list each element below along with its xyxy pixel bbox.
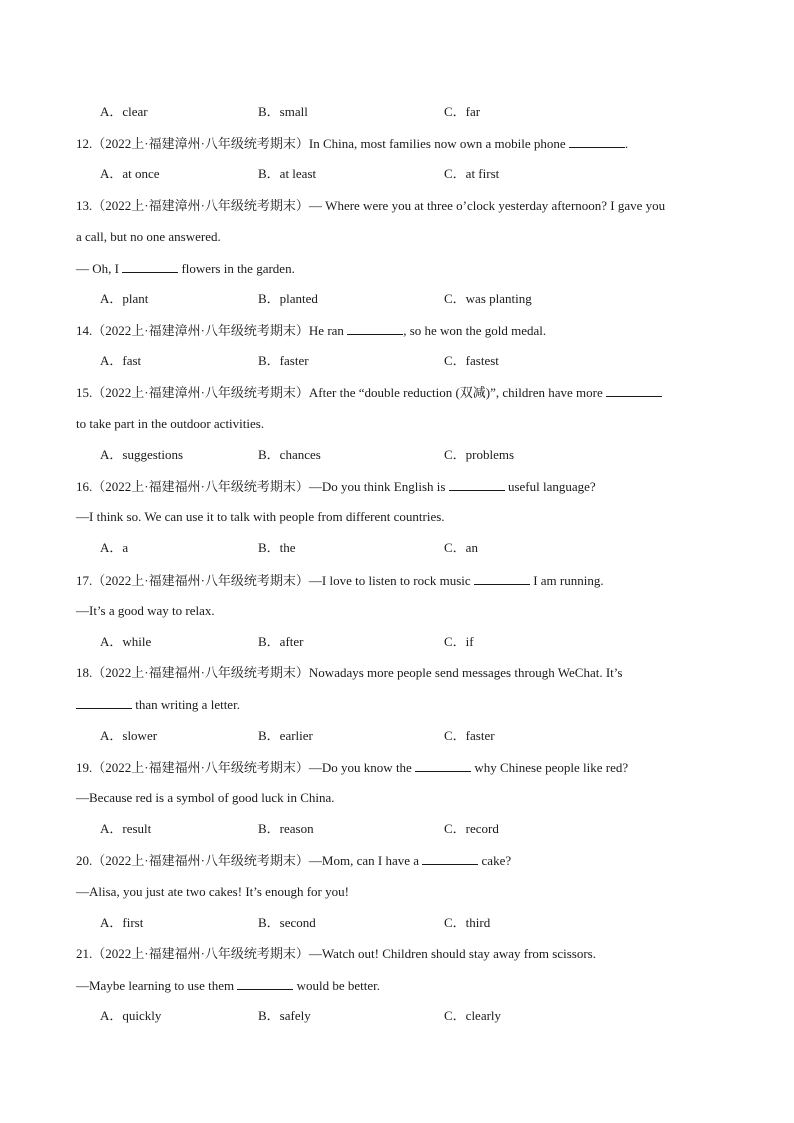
question-17-stem-line2 bbox=[76, 601, 726, 621]
stem-text: —Alisa, you just ate two cakes! It’s enough for you! bbox=[76, 884, 349, 899]
answer-blank bbox=[422, 850, 478, 865]
question-number: 14. bbox=[76, 323, 93, 338]
option-c: C．record bbox=[444, 821, 499, 836]
option-c: C．was planting bbox=[444, 291, 532, 306]
question-source: （2022上·福建漳州·八年级统考期末） bbox=[92, 385, 309, 400]
option-c: C．at first bbox=[444, 166, 500, 181]
question-20-options bbox=[100, 913, 720, 933]
option-c: C．an bbox=[444, 540, 478, 555]
option-a: A．first bbox=[100, 915, 144, 930]
option-b: B．reason bbox=[258, 821, 314, 836]
question-19-stem bbox=[76, 757, 726, 777]
option-a: A．clear bbox=[100, 104, 148, 119]
question-12-stem bbox=[76, 133, 726, 153]
option-a: A．slower bbox=[100, 728, 158, 743]
stem-text: I am running. bbox=[533, 573, 604, 588]
stem-text: — Oh, I bbox=[76, 261, 119, 276]
stem-text: —Watch out! Children should stay away from scissors. bbox=[308, 946, 596, 961]
question-13-options bbox=[100, 289, 720, 309]
stem-text: than writing a letter. bbox=[135, 697, 240, 712]
question-18-stem-line2 bbox=[76, 694, 726, 714]
stem-text: — Where were you at three o’clock yesterday afternoon? I gave you bbox=[308, 198, 666, 213]
option-b: B．safely bbox=[258, 1008, 311, 1023]
option-b: B．faster bbox=[258, 353, 309, 368]
stem-text: In China, most families now own a mobile phone bbox=[308, 136, 566, 151]
question-21-stem-line2 bbox=[76, 975, 726, 995]
question-source: （2022上·福建福州·八年级统考期末） bbox=[92, 573, 309, 588]
option-a: A．plant bbox=[100, 291, 149, 306]
question-20-stem-line2 bbox=[76, 882, 726, 902]
option-b: B．small bbox=[258, 104, 308, 119]
option-b: B．earlier bbox=[258, 728, 313, 743]
question-17-stem bbox=[76, 570, 726, 590]
answer-blank bbox=[474, 570, 530, 585]
stem-text: would be better. bbox=[296, 978, 381, 993]
question-14-stem bbox=[76, 320, 726, 340]
stem-text: —Do you know the bbox=[308, 760, 412, 775]
question-number: 19. bbox=[76, 760, 93, 775]
stem-text: —Because red is a symbol of good luck in China. bbox=[76, 790, 335, 805]
question-19-options bbox=[100, 819, 720, 839]
stem-text: —It’s a good way to relax. bbox=[76, 603, 215, 618]
question-number: 21. bbox=[76, 946, 93, 961]
question-source: （2022上·福建福州·八年级统考期末） bbox=[92, 760, 309, 775]
stem-text: —Maybe learning to use them bbox=[76, 978, 235, 993]
option-a: A．at once bbox=[100, 166, 160, 181]
stem-text: to take part in the outdoor activities. bbox=[76, 416, 265, 431]
question-number: 17. bbox=[76, 573, 93, 588]
option-a: A．while bbox=[100, 634, 152, 649]
question-16-stem-line2 bbox=[76, 507, 726, 527]
option-c: C．if bbox=[444, 634, 474, 649]
stem-text: He ran bbox=[308, 323, 344, 338]
answer-blank bbox=[122, 258, 178, 273]
answer-blank bbox=[415, 757, 471, 772]
option-c: C．third bbox=[444, 915, 491, 930]
question-11-options bbox=[100, 102, 720, 122]
question-number: 15. bbox=[76, 385, 93, 400]
question-15-stem bbox=[76, 382, 726, 402]
option-c: C．clearly bbox=[444, 1008, 502, 1023]
option-a: A．fast bbox=[100, 353, 142, 368]
question-17-options bbox=[100, 632, 720, 652]
stem-text: , so he won the gold medal. bbox=[403, 323, 547, 338]
stem-text: —Do you think English is bbox=[308, 479, 446, 494]
option-b: B．chances bbox=[258, 447, 321, 462]
option-a: A．suggestions bbox=[100, 447, 184, 462]
option-c: C．far bbox=[444, 104, 481, 119]
question-source: （2022上·福建福州·八年级统考期末） bbox=[92, 665, 309, 680]
answer-blank bbox=[606, 382, 662, 397]
option-a: A．quickly bbox=[100, 1008, 162, 1023]
question-number: 20. bbox=[76, 853, 93, 868]
option-b: B．the bbox=[258, 540, 296, 555]
question-number: 16. bbox=[76, 479, 93, 494]
stem-text: . bbox=[624, 136, 629, 151]
option-b: B．second bbox=[258, 915, 316, 930]
question-number: 13. bbox=[76, 198, 93, 213]
question-source: （2022上·福建福州·八年级统考期末） bbox=[92, 479, 309, 494]
question-source: （2022上·福建福州·八年级统考期末） bbox=[92, 946, 309, 961]
option-a: A．result bbox=[100, 821, 152, 836]
option-c: C．fastest bbox=[444, 353, 499, 368]
question-16-options bbox=[100, 538, 720, 558]
question-source: （2022上·福建漳州·八年级统考期末） bbox=[92, 136, 309, 151]
option-c: C．faster bbox=[444, 728, 495, 743]
question-15-stem-line2 bbox=[76, 414, 726, 434]
stem-text: why Chinese people like red? bbox=[474, 760, 629, 775]
question-13-stem bbox=[76, 196, 726, 216]
option-c: C．problems bbox=[444, 447, 515, 462]
answer-blank bbox=[237, 975, 293, 990]
stem-text: flowers in the garden. bbox=[181, 261, 295, 276]
question-14-options bbox=[100, 351, 720, 371]
question-13-stem-line2 bbox=[76, 227, 726, 247]
stem-text: After the “double reduction (双减)”, children have more bbox=[308, 385, 603, 400]
stem-text: a call, but no one answered. bbox=[76, 229, 221, 244]
stem-text: useful language? bbox=[507, 479, 596, 494]
stem-text: —I love to listen to rock music bbox=[308, 573, 471, 588]
option-b: B．planted bbox=[258, 291, 318, 306]
question-source: （2022上·福建漳州·八年级统考期末） bbox=[92, 323, 309, 338]
question-source: （2022上·福建福州·八年级统考期末） bbox=[92, 853, 309, 868]
answer-blank bbox=[449, 476, 505, 491]
question-15-options bbox=[100, 445, 720, 465]
option-a: A．a bbox=[100, 540, 129, 555]
question-20-stem bbox=[76, 850, 726, 870]
question-13-stem-line3 bbox=[76, 258, 726, 278]
answer-blank bbox=[569, 133, 625, 148]
question-12-options bbox=[100, 164, 720, 184]
question-number: 18. bbox=[76, 665, 93, 680]
stem-text: Nowadays more people send messages through WeChat. It’s bbox=[308, 665, 623, 680]
question-21-stem bbox=[76, 944, 726, 964]
answer-blank bbox=[347, 320, 403, 335]
question-21-options bbox=[100, 1006, 720, 1026]
question-19-stem-line2 bbox=[76, 788, 726, 808]
question-18-options bbox=[100, 726, 720, 746]
option-b: B．at least bbox=[258, 166, 317, 181]
question-source: （2022上·福建漳州·八年级统考期末） bbox=[92, 198, 309, 213]
answer-blank bbox=[76, 694, 132, 709]
stem-text: —I think so. We can use it to talk with people from different countries. bbox=[76, 509, 445, 524]
question-18-stem bbox=[76, 663, 726, 683]
question-number: 12. bbox=[76, 136, 93, 151]
question-16-stem bbox=[76, 476, 726, 496]
stem-text: —Mom, can I have a bbox=[308, 853, 420, 868]
stem-text: cake? bbox=[481, 853, 512, 868]
option-b: B．after bbox=[258, 634, 304, 649]
